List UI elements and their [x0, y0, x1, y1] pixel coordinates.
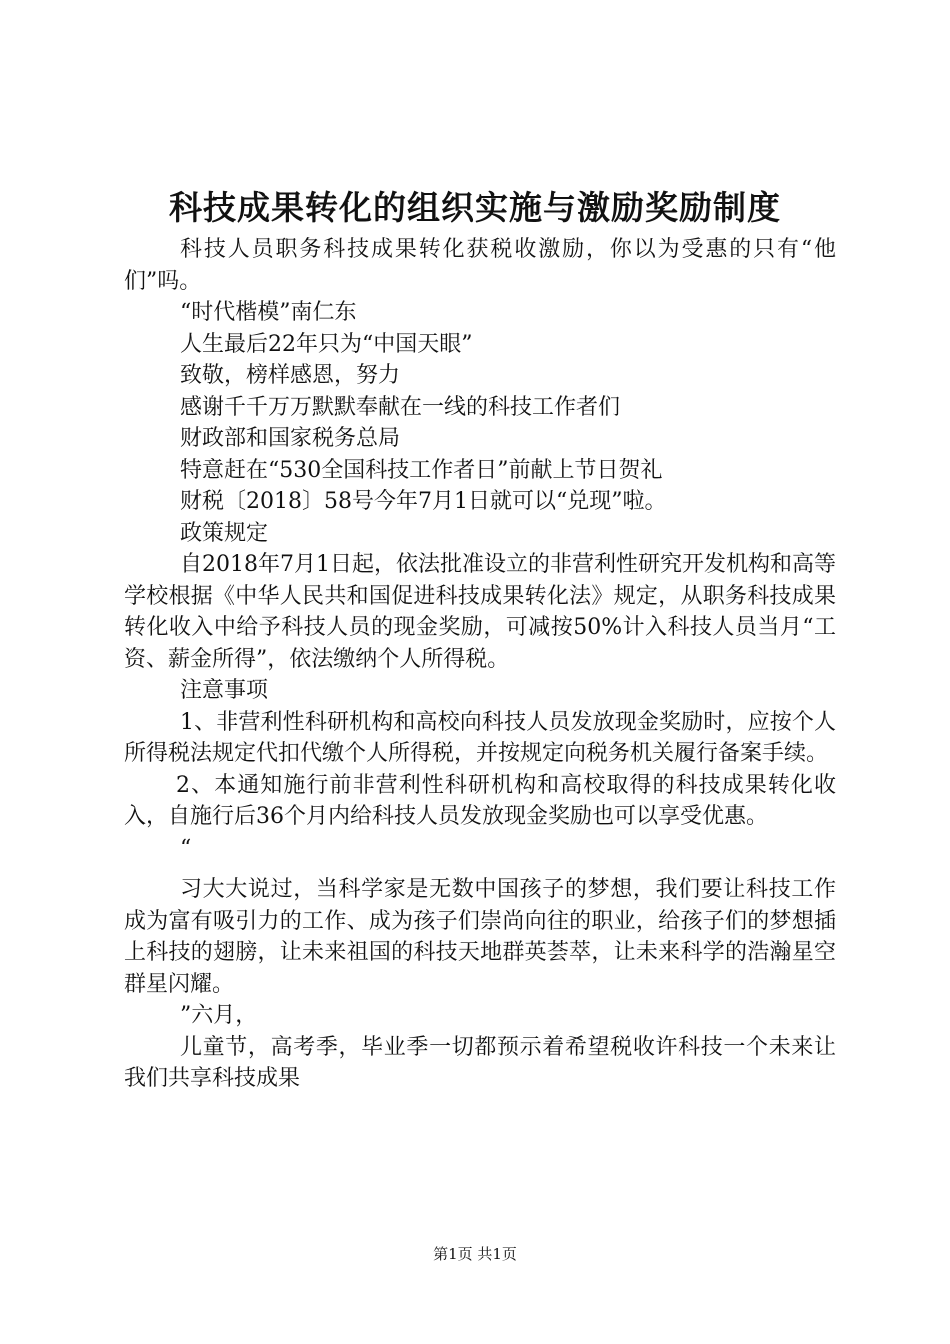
paragraph: 人生最后22年只为“中国天眼”	[180, 331, 473, 357]
paragraph: “	[180, 835, 192, 861]
paragraph: 科技人员职务科技成果转化获税收激励，你以为受惠的只有“他们”吗。	[124, 237, 836, 294]
paragraph: 儿童节，高考季，毕业季一切都预示着希望税收许科技一个未来让我们共享科技成果	[124, 1034, 836, 1091]
paragraph: 感谢千千万万默默奉献在一线的科技工作者们	[180, 394, 621, 420]
paragraph: ”六月，	[180, 1003, 258, 1028]
paragraph: “时代楷模”南仁东	[180, 300, 357, 325]
paragraph: 特意赶在“530全国科技工作者日”前献上节日贺礼	[180, 457, 663, 483]
paragraph: 1、非营利性科研机构和高校向科技人员发放现金奖励时，应按个人所得税法规定代扣代缴个人所得税，并按规定向税务机关履行备案手续。	[124, 709, 836, 766]
paragraph: 致敬，榜样感恩，努力	[180, 363, 401, 388]
paragraph: 财税〔2018〕58号今年7月1日就可以“兑现”啦。	[180, 489, 667, 514]
document-body	[124, 234, 836, 1095]
section-heading-notes: 注意事项	[180, 678, 269, 703]
section-heading-policy: 政策规定	[180, 520, 269, 546]
paragraph: 财政部和国家税务总局	[180, 426, 401, 451]
paragraph: 自2018年7月1日起，依法批准设立的非营利性研究开发机构和高等学校根据《中华人民共和国促进科技成果转化法》规定，从职务科技成果转化收入中给予科技人员的现金奖励，可减按50%计入科技人员当月“工资、薪金所得”，依法缴纳个人所得税。	[124, 552, 836, 672]
page-footer: 第1页 共1页	[433, 1245, 517, 1263]
paragraph: 习大大说过，当科学家是无数中国孩子的梦想，我们要让科技工作成为富有吸引力的工作、成为孩子们崇尚向往的职业，给孩子们的梦想插上科技的翅膀，让未来祖国的科技天地群英荟萃，让未来科学的浩瀚星空群星闪耀。	[124, 877, 836, 997]
document-title: 科技成果转化的组织实施与激励奖励制度	[169, 188, 781, 227]
paragraph: 2、本通知施行前非营利性科研机构和高校取得的科技成果转化收入，自施行后36个月内给科技人员发放现金奖励也可以享受优惠。	[124, 772, 836, 829]
